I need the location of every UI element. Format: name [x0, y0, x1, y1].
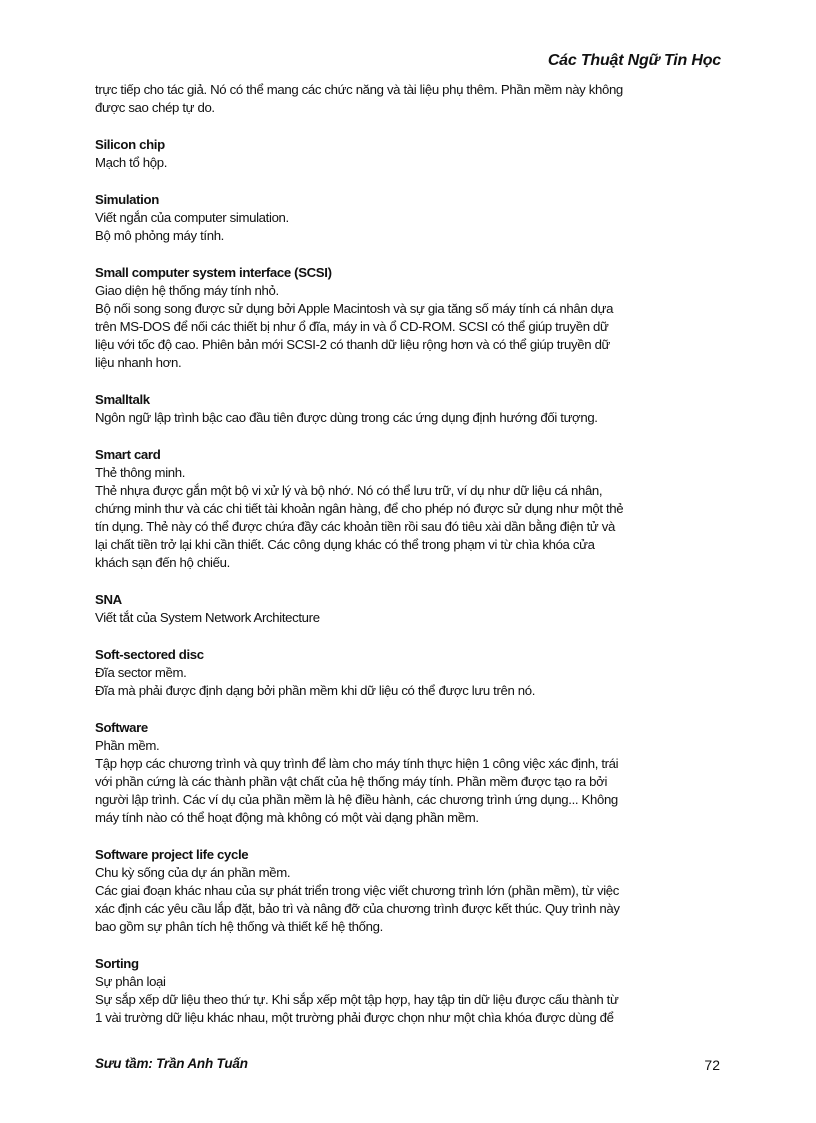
- entry-line: liệu với tốc độ cao. Phiên bản mới SCSI-2 có thanh dữ liệu rộng hơn và có thể giúp truyền dữ: [95, 337, 611, 352]
- entry-line: 1 vài trường dữ liệu khác nhau, một trường phải được chọn như một chìa khóa được dùng để: [95, 1010, 614, 1025]
- entry-line: Đĩa sector mềm.: [95, 665, 187, 680]
- entry-line: chứng minh thư và các chi tiết tài khoản ngân hàng, để cho phép nó được sử dụng như một thẻ: [95, 501, 624, 516]
- entry-term: Software: [95, 720, 148, 735]
- entry-line: Tập hợp các chương trình và quy trình để làm cho máy tính thực hiện 1 công việc xác định, trái: [95, 756, 619, 771]
- glossary-entry-smalltalk: [95, 391, 725, 427]
- entry-term: Sorting: [95, 956, 139, 971]
- intro-line: trực tiếp cho tác giả. Nó có thể mang các chức năng và tài liệu phụ thêm. Phần mềm này không: [95, 82, 623, 97]
- glossary-entry-sna: [95, 591, 725, 627]
- entry-line: Các giai đoạn khác nhau của sự phát triển trong việc viết chương trình lớn (phần mềm), từ việc: [95, 883, 620, 898]
- entry-line: Ngôn ngữ lập trình bậc cao đầu tiên được dùng trong các ứng dụng định hướng đối tượng.: [95, 410, 598, 425]
- entry-term: Small computer system interface (SCSI): [95, 265, 332, 280]
- glossary-entry-software: [95, 719, 725, 827]
- glossary-entry-smart-card: [95, 446, 725, 572]
- entry-term: Soft-sectored disc: [95, 647, 204, 662]
- entry-line: Đĩa mà phải được định dạng bởi phần mềm khi dữ liệu có thể được lưu trên nó.: [95, 683, 536, 698]
- entry-line: Sự sắp xếp dữ liệu theo thứ tự. Khi sắp xếp một tập hợp, hay tập tin dữ liệu được cấu thành từ: [95, 992, 619, 1007]
- entry-line: Mạch tổ hộp.: [95, 155, 168, 170]
- page-number: 72: [704, 1057, 720, 1073]
- entry-line: Chu kỳ sống của dự án phần mềm.: [95, 865, 291, 880]
- entry-term: Simulation: [95, 192, 159, 207]
- entry-line: với phần cứng là các thành phần vật chất của hệ thống máy tính. Phần mềm được tạo ra bởi: [95, 774, 608, 789]
- entry-line: Giao diện hệ thống máy tính nhỏ.: [95, 283, 279, 298]
- entry-line: khách sạn đến hộ chiếu.: [95, 555, 230, 570]
- entry-line: tín dụng. Thẻ này có thể được chứa đầy các khoản tiền rồi sau đó tiêu xài dần bằng điện tử và: [95, 519, 615, 534]
- entry-line: liệu nhanh hơn.: [95, 355, 182, 370]
- glossary-entry-soft-sectored-disc: [95, 646, 725, 700]
- entry-term: SNA: [95, 592, 122, 607]
- glossary-content: [95, 81, 725, 1027]
- entry-line: lại chất tiền trở lại khi cần thiết. Các công dụng khác có thể trong phạm vi từ chìa khóa cửa: [95, 537, 595, 552]
- entry-line: Bộ mô phỏng máy tính.: [95, 228, 225, 243]
- glossary-entry-sorting: [95, 955, 725, 1027]
- glossary-entry-silicon-chip: [95, 136, 725, 172]
- entry-line: trên MS-DOS để nối các thiết bị như ổ đĩa, máy in và ổ CD-ROM. SCSI có thể giúp truyền dữ: [95, 319, 609, 334]
- entry-line: bao gồm sự phân tích hệ thống và thiết kế hệ thống.: [95, 919, 383, 934]
- page-header-title: Các Thuật Ngữ Tin Học: [547, 52, 721, 69]
- entry-line: người lập trình. Các ví dụ của phần mềm là hệ điều hành, các chương trình ứng dụng... Không: [95, 792, 618, 807]
- glossary-entry-scsi: [95, 264, 725, 372]
- entry-line: Bộ nối song song được sử dụng bởi Apple Macintosh và sự gia tăng số máy tính cá nhân dựa: [95, 301, 614, 316]
- entry-line: Thẻ thông minh.: [95, 465, 186, 480]
- entry-line: Sự phân loại: [95, 974, 166, 989]
- entry-term: Smart card: [95, 447, 161, 462]
- glossary-entry-software-project-life-cycle: [95, 846, 725, 936]
- entry-line: máy tính nào có thể hoạt động mà không có một vài dạng phần mềm.: [95, 810, 479, 825]
- entry-term: Software project life cycle: [95, 847, 249, 862]
- intro-line: được sao chép tự do.: [95, 100, 215, 115]
- entry-term: Smalltalk: [95, 392, 150, 407]
- entry-term: Silicon chip: [95, 137, 165, 152]
- intro-paragraph: [95, 81, 725, 117]
- footer-author: Sưu tầm: Trần Anh Tuấn: [95, 1056, 248, 1071]
- entry-line: Thẻ nhựa được gắn một bộ vi xử lý và bộ nhớ. Nó có thể lưu trữ, ví dụ như dữ liệu cá nhân,: [95, 483, 603, 498]
- entry-line: Viết tắt của System Network Architecture: [95, 610, 320, 625]
- entry-line: xác định các yêu cầu lắp đặt, bảo trì và nâng đỡ của chương trình được kết thúc. Quy trình này: [95, 901, 620, 916]
- entry-line: Viết ngắn của computer simulation.: [95, 210, 289, 225]
- entry-line: Phần mềm.: [95, 738, 160, 753]
- glossary-entry-simulation: [95, 191, 725, 245]
